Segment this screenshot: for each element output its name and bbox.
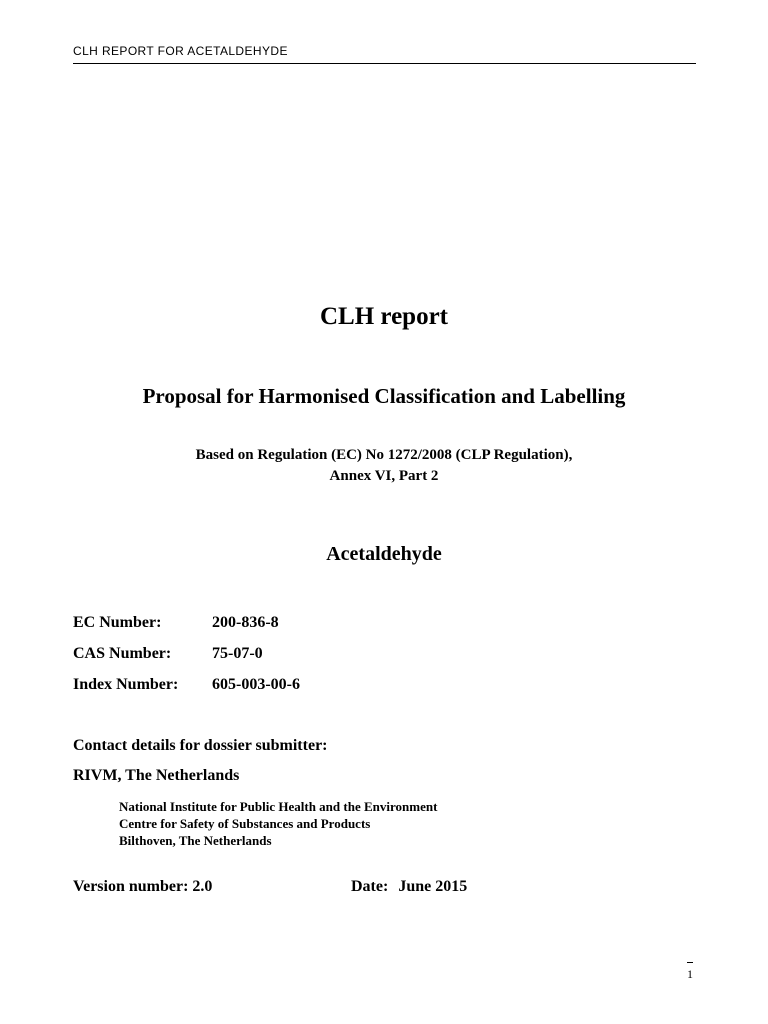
regulation-basis-line: Annex VI, Part 2 (329, 468, 439, 484)
address-line: Centre for Safety of Substances and Products (119, 816, 371, 831)
address-line: National Institute for Public Health and the Environment (119, 799, 438, 814)
identifier-row-ec (73, 614, 300, 645)
submitter-name: RIVM, The Netherlands (73, 767, 240, 784)
identifier-row-index (73, 676, 300, 707)
page-number: 1 (687, 967, 693, 981)
running-header: CLH REPORT FOR ACETALDEHYDE (73, 44, 288, 58)
version-info (73, 878, 212, 896)
version-label: Version number: (73, 878, 189, 895)
document-title: CLH report (320, 303, 448, 330)
submitter-address (119, 798, 437, 849)
date-label: Date: (351, 878, 389, 895)
version-value: 2.0 (192, 878, 213, 895)
regulation-basis-line: Based on Regulation (EC) No 1272/2008 (CLP Regulation), (195, 447, 573, 463)
date-info (351, 878, 467, 896)
document-subtitle: Proposal for Harmonised Classification and Labelling (142, 384, 626, 408)
identifier-value: 75-07-0 (212, 645, 263, 662)
header-divider (73, 63, 696, 64)
identifier-row-cas (73, 645, 300, 676)
identifier-value: 200-836-8 (212, 614, 279, 631)
date-value: June 2015 (398, 878, 468, 895)
identifier-value: 605-003-00-6 (212, 676, 300, 693)
regulation-basis (0, 445, 768, 487)
identifier-label: EC Number: (73, 614, 162, 631)
identifier-label: CAS Number: (73, 645, 172, 662)
identifier-table (73, 614, 300, 707)
contact-heading: Contact details for dossier submitter: (73, 737, 328, 754)
address-line: Bilthoven, The Netherlands (119, 833, 272, 848)
page-number-mark (687, 962, 693, 963)
identifier-label: Index Number: (73, 676, 179, 693)
substance-name: Acetaldehyde (326, 543, 442, 565)
